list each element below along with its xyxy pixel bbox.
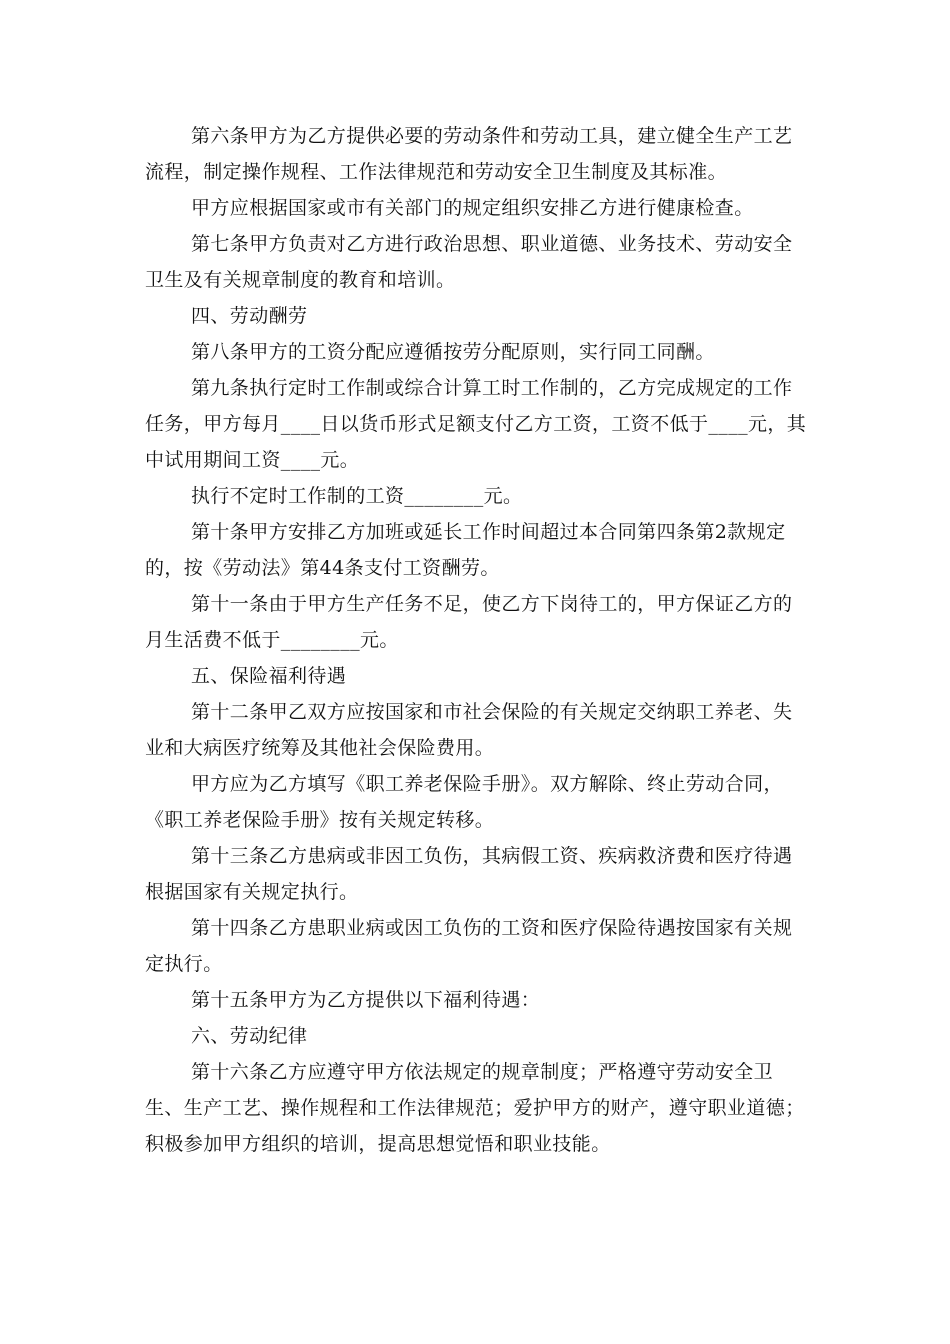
section-6-heading: 六、劳动纪律 [191,1025,308,1047]
article-16-paragraph: 第十六条乙方应遵守甲方依法规定的规章制度；严格遵守劳动安全卫生、生产工艺、操作规程和工作法律规范；爱护甲方的财产，遵守职业道德；积极参加甲方组织的培训，提高思想觉悟和职业技能。 [145,1061,805,1155]
article-7-paragraph: 第七条甲方负责对乙方进行政治思想、职业道德、业务技术、劳动安全卫生及有关规章制度的教育和培训。 [145,233,793,291]
article-10-paragraph: 第十条甲方安排乙方加班或延长工作时间超过本合同第四条第2款规定的，按《劳动法》第44条支付工资酬劳。 [145,521,786,579]
article-13-paragraph: 第十三条乙方患病或非因工负伤，其病假工资、疾病救济费和医疗待遇根据国家有关规定执行。 [145,845,793,903]
pension-handbook-paragraph: 甲方应为乙方填写《职工养老保险手册》。双方解除、终止劳动合同，《职工养老保险手册》按有关规定转移。 [145,773,783,831]
article-12-paragraph: 第十二条甲乙双方应按国家和市社会保险的有关规定交纳职工养老、失业和大病医疗统筹及其他社会保险费用。 [145,701,793,759]
document-body [145,118,810,1162]
article-15-paragraph: 第十五条甲方为乙方提供以下福利待遇： [191,989,541,1011]
article-6-paragraph: 第六条甲方为乙方提供必要的劳动条件和劳动工具，建立健全生产工艺流程，制定操作规程、工作法律规范和劳动安全卫生制度及其标准。 [145,125,793,183]
section-4-heading: 四、劳动酬劳 [191,305,308,327]
article-8-paragraph: 第八条甲方的工资分配应遵循按劳分配原则，实行同工同酬。 [191,341,715,363]
article-14-paragraph: 第十四条乙方患职业病或因工负伤的工资和医疗保险待遇按国家有关规定执行。 [145,917,793,975]
health-check-paragraph: 甲方应根据国家或市有关部门的规定组织安排乙方进行健康检查。 [191,197,754,219]
article-9-paragraph: 第九条执行定时工作制或综合计算工时工作制的，乙方完成规定的工作任务，甲方每月____日以货币形式足额支付乙方工资，工资不低于____元，其中试用期间工资____元。 [145,377,807,471]
section-5-heading: 五、保险福利待遇 [191,665,347,687]
flexible-hours-wage-paragraph: 执行不定时工作制的工资________元。 [191,485,523,507]
article-11-paragraph: 第十一条由于甲方生产任务不足，使乙方下岗待工的，甲方保证乙方的月生活费不低于________元。 [145,593,793,651]
